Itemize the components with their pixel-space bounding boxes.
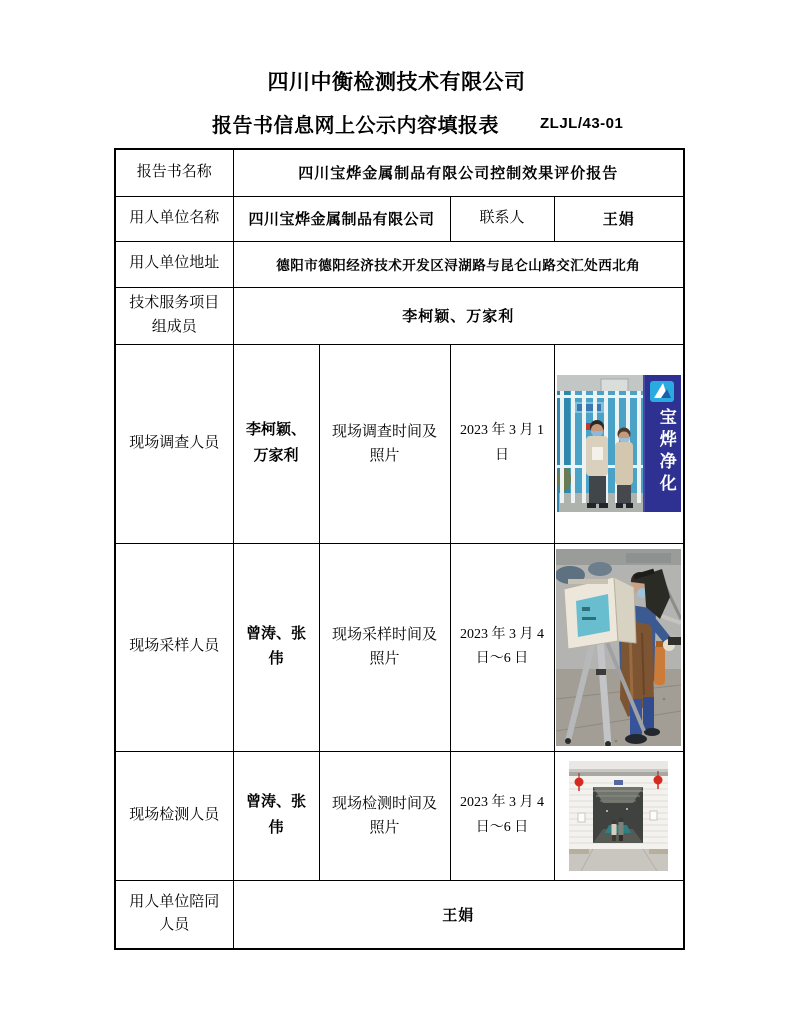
row-employer-address: [115, 241, 684, 287]
form-title: 报告书信息网上公示内容填报表: [212, 115, 499, 137]
testing-date: 2023 年 3 月 4 日～6 日: [450, 751, 554, 880]
sampling-time-label: 现场采样时间及照片: [319, 543, 450, 751]
team-members-label: 技术服务项目组成员: [115, 287, 233, 344]
gas-cylinder: [654, 645, 665, 685]
report-name-label: 报告书名称: [115, 149, 233, 196]
row-site-survey: [115, 344, 684, 543]
employer-name-value: 四川宝烨金属制品有限公司: [233, 196, 450, 241]
survey-photo: [557, 375, 681, 512]
testing-photo-cell: [554, 751, 684, 880]
company-title: 四川中衡检测技术有限公司: [267, 71, 526, 94]
banner-text: 宝烨净化: [656, 408, 676, 496]
sampler-box: [564, 577, 636, 649]
testing-personnel-label: 现场检测人员: [115, 751, 233, 880]
accompanying-label: 用人单位陪同人员: [115, 880, 233, 949]
testing-photo: [569, 761, 668, 871]
contact-name: 王娟: [554, 196, 684, 241]
survey-personnel-names: 李柯颖、万家利: [233, 344, 319, 543]
row-employer-name: [115, 196, 684, 241]
sampling-personnel-names: 曾涛、张伟: [233, 543, 319, 751]
row-accompanying: [115, 880, 684, 949]
row-team-members: [115, 287, 684, 344]
survey-time-label: 现场调查时间及照片: [319, 344, 450, 543]
testing-personnel-names: 曾涛、张伟: [233, 751, 319, 880]
survey-personnel-label: 现场调查人员: [115, 344, 233, 543]
accompanying-value: 王娟: [233, 880, 684, 949]
testing-time-label: 现场检测时间及照片: [319, 751, 450, 880]
welder-sampling-photo-graphic: [556, 549, 681, 746]
contact-label: 联系人: [450, 196, 554, 241]
employer-address-value: 德阳市德阳经济技术开发区浔湖路与昆仑山路交汇处西北角: [233, 241, 684, 287]
sampling-date: 2023 年 3 月 4 日～6 日: [450, 543, 554, 751]
row-site-sampling: [115, 543, 684, 751]
form-code: ZLJL/43-01: [540, 115, 624, 132]
form-title-row: [0, 109, 793, 137]
baoye-logo-icon: [650, 381, 674, 402]
sampling-photo: [556, 549, 681, 746]
factory-entrance-photo-graphic: [569, 761, 668, 871]
report-info-table: [114, 148, 685, 950]
report-name-value: 四川宝烨金属制品有限公司控制效果评价报告: [233, 149, 684, 196]
row-report-name: [115, 149, 684, 196]
team-members-value: 李柯颖、万家利: [233, 287, 684, 344]
row-site-testing: [115, 751, 684, 880]
survey-photo-cell: [554, 344, 684, 543]
sampling-photo-cell: [554, 543, 684, 751]
employer-name-label: 用人单位名称: [115, 196, 233, 241]
employer-address-label: 用人单位地址: [115, 241, 233, 287]
sampling-personnel-label: 现场采样人员: [115, 543, 233, 751]
survey-date: 2023 年 3 月 1 日: [450, 344, 554, 543]
